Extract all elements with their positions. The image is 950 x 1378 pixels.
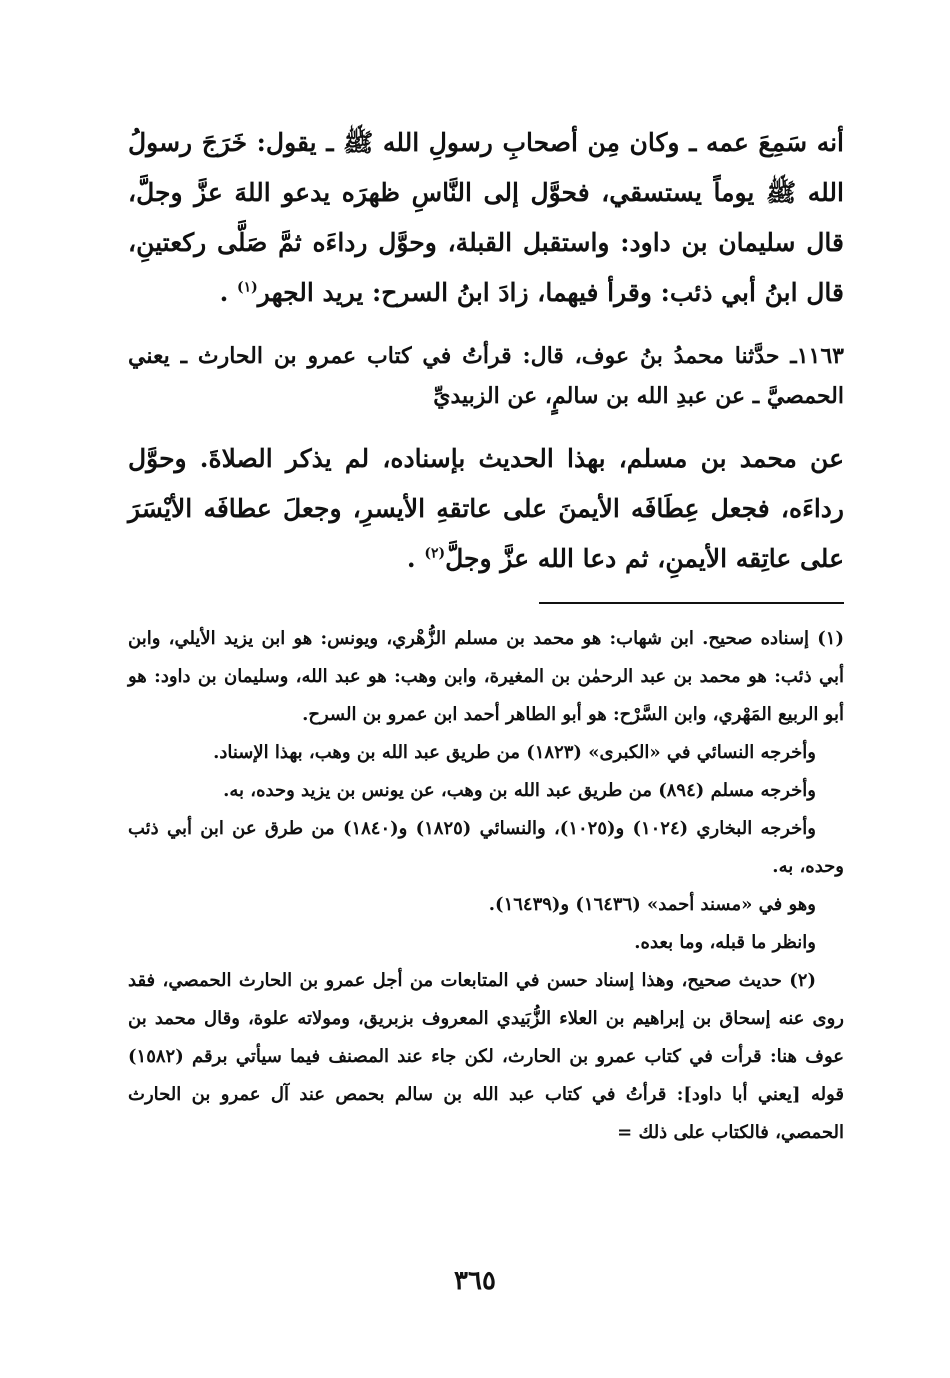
page-number: ٣٦٥ (454, 1266, 496, 1296)
footnote-1-para-3: وأخرجه مسلم (٨٩٤) من طريق عبد الله بن وهب، عن يونس بن يزيد وحده، به. (223, 780, 816, 801)
footnote-ref-2: (٢) (424, 545, 446, 562)
footnote-1-para-2: وأخرجه النسائي في «الكبرى» (١٨٢٣) من طريق عبد الله بن وهب، بهذا الإسناد. (213, 742, 816, 763)
footnote-1: (١) إسناده صحيح. ابن شهاب: هو محمد بن مسلم الزُّهْري، ويونس: هو ابن يزيد الأيلي، وابن أبي ذئب: هو محمد بن عبد الرحمٰن بن المغيرة، وابن وهب: هو عبد الله، وسليمان بن داود: هو أبو الربيع المَهْري، وابن السَّرْح: هو أبو الطاهر أحمد ابن عمرو بن السرح. (128, 628, 844, 725)
footnote-ref-1: (١) (237, 279, 258, 296)
footnote-1-para-6: وانظر ما قبله، وما بعده. (634, 932, 816, 953)
hadith-text-2-body: عن محمد بن مسلم، بهذا الحديث بإسناده، لم يذكر الصلاةَ. وحوَّل رداءَه، فجعل عِطَافَه الأيمنَ على عاتقهِ الأيسرِ، وجعلَ عطافَه الأيْسَرَ على عاتِقه الأيمنِ، ثم دعا الله عزَّ وجلَّ (128, 444, 844, 573)
footnote-divider (539, 602, 844, 604)
hadith-isnad-text: ١١٦٣ـ حدَّثنا محمدُ بنُ عوف، قال: قرأتُ في كتاب عمرو بن الحارث ـ يعني الحمصيَّ ـ عن عبدِ الله بن سالمٍ، عن الزبيديِّ (128, 343, 844, 409)
hadith-isnad-1163 (128, 336, 844, 416)
hadith-text-1 (128, 118, 844, 318)
hadith-matn-1163 (128, 434, 844, 584)
footnotes (128, 620, 844, 1152)
hadith-continuation (128, 118, 844, 318)
footnote-1-para-4: وأخرجه البخاري (١٠٢٤) و(١٠٢٥)، والنسائي (١٨٢٥) و(١٨٤٠) من طرق عن ابن أبي ذئب وحده، به. (128, 818, 844, 877)
page-content (128, 118, 844, 1152)
footnote-1-para-5: وهو في «مسند أحمد» (١٦٤٣٦) و(١٦٤٣٩). (488, 894, 816, 915)
hadith-text-1-body: أنه سَمِعَ عمه ـ وكان مِن أصحابِ رسولِ الله ﷺ ـ يقول: خَرَجَ رسولُ الله ﷺ يوماً يستسقي، فحوَّل إلى النَّاسِ ظهرَه يدعو اللهَ عزَّ وجلَّ، قال سليمان بن داود: واستقبل القبلة، وحوَّل رداءَه ثمَّ صَلَّى ركعتينِ، قال ابنُ أبي ذئب: وقرأ فيهما، زادَ ابنُ السرح: يريد الجهر (128, 128, 844, 307)
footnote-2: (٢) حديث صحيح، وهذا إسناد حسن في المتابعات من أجل عمرو بن الحارث الحمصي، فقد روى عنه إسحاق بن إبراهيم بن العلاء الزُّبَيدي المعروف بزبريق، ومولاته علوة، وقال محمد بن عوف هنا: قرأت في كتاب عمرو بن الحارث، لكن جاء عند المصنف فيما سيأتي برقم (١٥٨٢) قوله [يعني أبا داود]: قرأتُ في كتاب عبد الله بن سالم بحمص عند آل عمرو بن الحارث الحمصي، فالكتاب على ذلك = (128, 970, 845, 1143)
hadith-text-2-end: . (406, 544, 416, 573)
hadith-text-2 (128, 434, 844, 584)
hadith-text-1-end: . (219, 278, 229, 307)
